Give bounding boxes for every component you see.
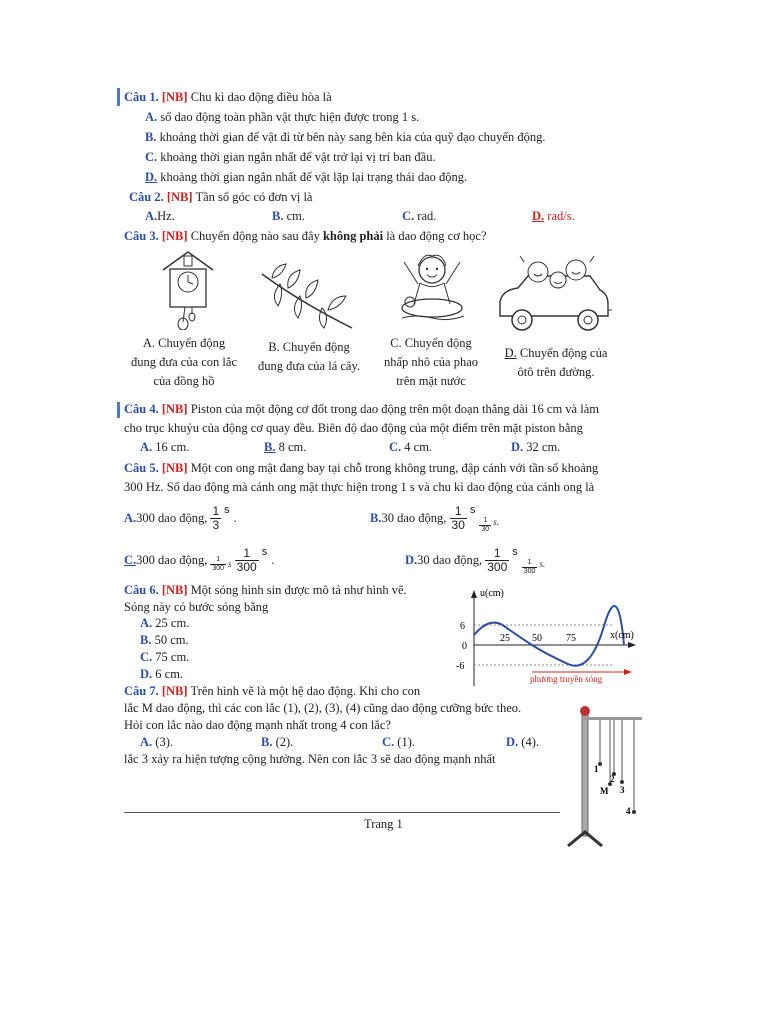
pendulum-system-image: [562, 700, 648, 850]
margin-marker: [117, 88, 120, 106]
q5-option-a: A. 300 dao động, $\frac{1}{3}$ s .: [124, 503, 237, 532]
question-1: Câu 1. [NB] Chu kì dao động điều hòa là: [124, 90, 332, 104]
margin-marker: [117, 402, 120, 418]
q4-option-d: D. 32 cm.: [511, 440, 561, 454]
pendulum-m-label: M: [600, 786, 609, 796]
page-number: Trang 1: [364, 817, 403, 831]
q2-option-b: B. cm.: [272, 209, 305, 223]
question-4-line2: cho trục khuỷu của động cơ quay đều. Biên độ dao động của một điểm trên mặt piston bằng: [124, 421, 583, 435]
y-pos-label: 6: [460, 621, 465, 632]
question-2: Câu 2. [NB] Tần số góc có đơn vị là: [129, 190, 313, 204]
q4-option-b: B. 8 cm.: [264, 440, 307, 454]
q2-option-c: C. rad.: [402, 209, 437, 223]
q7-option-c: C. (1).: [382, 735, 415, 749]
x2-label: 50: [532, 633, 542, 644]
footer-rule: [124, 812, 560, 813]
caption-c: C. Chuyển động nhấp nhô của phao trên mặt nước: [383, 336, 479, 388]
question-7: Câu 7. [NB] Trên hình vẽ là một hệ dao động. Khi cho con: [124, 684, 421, 698]
caption-b: B. Chuyển động đung đưa của lá cây.: [257, 340, 361, 373]
caption-a: A. Chuyển động đung đưa của con lắc của đồng hồ: [130, 336, 238, 388]
q6-option-a: A. 25 cm.: [140, 616, 190, 630]
cuckoo-clock-image: [158, 248, 218, 330]
q4-option-a: A. 16 cm.: [140, 440, 190, 454]
question-5: Câu 5. [NB] Một con ong mật đang bay tại chỗ trong không trung, đập cánh với tần số khoảng: [124, 461, 599, 475]
question-3: Câu 3. [NB] Chuyển động nào sau đây không phải là dao động cơ học?: [124, 229, 487, 243]
pendulum-3-label: 3: [620, 785, 625, 795]
question-4: Câu 4. [NB] Piston của một động cơ đốt trong dao động trên một đoạn thẳng dài 16 cm và làm: [124, 402, 599, 416]
x3-label: 75: [566, 633, 576, 644]
question-5-line2: 300 Hz. Số dao động mà cánh ong mật thực hiện trong 1 s và chu kì dao động của cánh ong là: [124, 480, 595, 494]
y-neg-label: -6: [456, 661, 465, 672]
y-zero-label: 0: [462, 641, 467, 652]
direction-label: phương truyền sóng: [530, 674, 603, 684]
pendulum-1-label: 1: [594, 764, 599, 774]
car-with-family-image: [494, 254, 614, 338]
q6-option-c: C. 75 cm.: [140, 650, 190, 664]
q7-explanation: lắc 3 xảy ra hiện tượng cộng hưởng. Nên con lắc 3 sẽ dao động mạnh nhất: [124, 752, 496, 766]
q4-option-c: C. 4 cm.: [389, 440, 433, 454]
q6-option-d: D. 6 cm.: [140, 667, 184, 681]
q1-option-b: B. khoảng thời gian để vật đi từ bên này sang bên kia của quỹ đạo chuyển động.: [145, 130, 546, 144]
wave-graph: [452, 586, 642, 691]
q5-option-b: B. 30 dao động, $\frac{1}{30}$ s $\frac{1}{30}$ s.: [370, 503, 499, 533]
q7-option-a: A. (3).: [140, 735, 173, 749]
question-7-line3: Hỏi con lắc nào dao động mạnh nhất trong 4 con lắc?: [124, 718, 391, 732]
pendulum-4-label: 4: [626, 806, 631, 816]
q2-option-d: D. rad/s.: [532, 209, 575, 223]
question-6-line2: Sóng này có bước sóng bằng: [124, 600, 269, 614]
caption-d: D. Chuyển động của ôtô trên đường.: [504, 346, 608, 379]
ylabel-text: u(cm): [480, 588, 504, 599]
question-7-line2: lắc M dao động, thì các con lắc (1), (2), (3), (4) cũng dao động cưỡng bức theo.: [124, 701, 522, 715]
q1-option-d: D. khoảng thời gian ngắn nhất để vật lặp lại trạng thái dao động.: [145, 170, 468, 184]
q1-option-c: C. khoảng thời gian ngắn nhất để vật trở lại vị trí ban đầu.: [145, 150, 436, 164]
question-6: Câu 6. [NB] Một sóng hình sin được mô tả như hình vẽ.: [124, 583, 407, 597]
xlabel-text: x(cm): [610, 630, 634, 641]
q5-option-c: C. 300 dao động, $\frac{1}{300}$ s $\frac{1}{300}$ s .: [124, 545, 275, 574]
q7-option-b: B. (2).: [261, 735, 294, 749]
q7-option-d: D. (4).: [506, 735, 539, 749]
leaf-branch-image: [260, 262, 355, 334]
x1-label: 25: [500, 633, 510, 644]
q2-option-a: A.Hz.: [145, 209, 175, 223]
pendulum-2-label: 2: [610, 774, 615, 784]
q6-option-b: B. 50 cm.: [140, 633, 189, 647]
child-on-float-image: [396, 252, 468, 326]
q5-option-d: D. 30 dao động, $\frac{1}{300}$ s $\frac{1}{300}$ s.: [405, 545, 546, 575]
q1-option-a: A. số dao động toàn phần vật thực hiện được trong 1 s.: [145, 110, 420, 124]
